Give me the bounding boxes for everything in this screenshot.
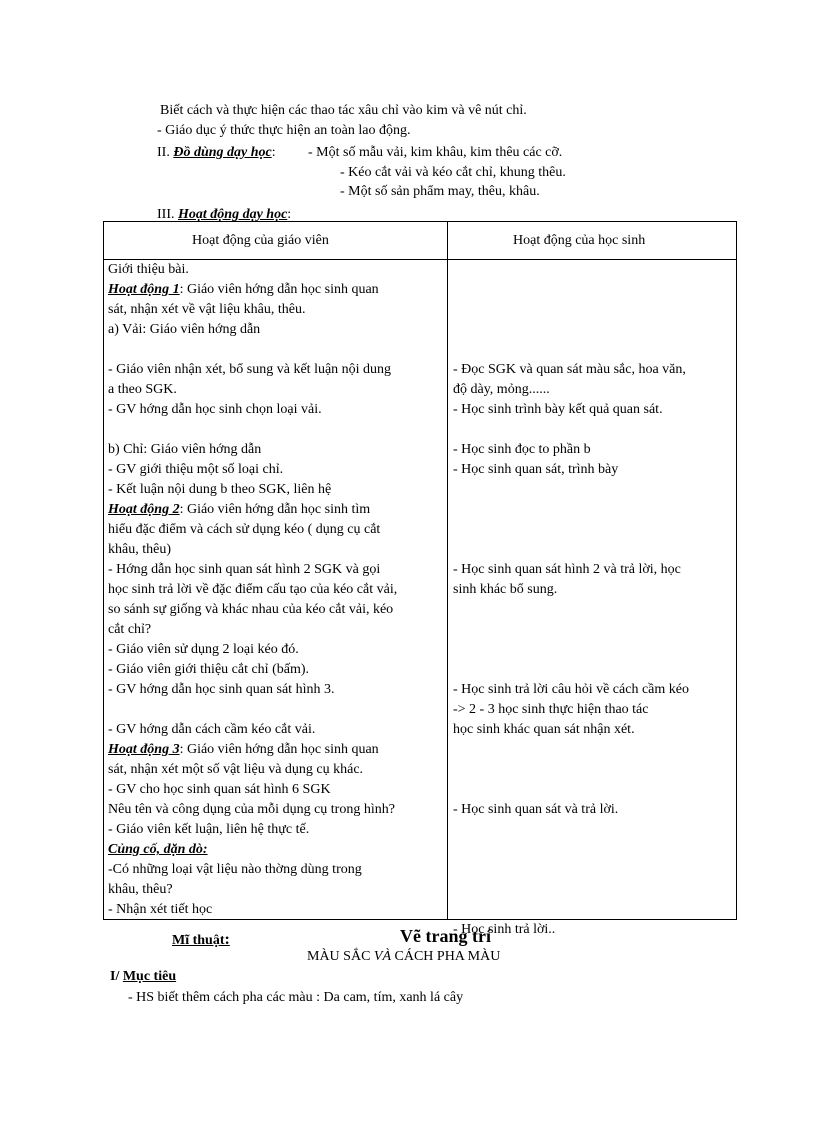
subject-name: Mĩ thuật xyxy=(172,933,225,948)
student-line: sinh khác bổ sung. xyxy=(453,582,558,597)
teacher-line-text: - Giáo viên sử dụng 2 loại kéo đó. xyxy=(108,642,299,657)
section-3-title: Hoạt động dạy học xyxy=(178,207,288,222)
teacher-line-text: - Nhận xét tiết học xyxy=(108,902,213,917)
student-line: - Học sinh trả lời.. xyxy=(453,922,556,937)
student-line: - Học sinh trình bày kết quả quan sát. xyxy=(453,402,663,417)
teacher-line xyxy=(108,300,446,320)
student-line xyxy=(453,280,735,300)
teacher-line xyxy=(108,740,446,760)
teacher-line-text: sát, nhận xét một số vật liệu và dụng cụ khác. xyxy=(108,762,364,777)
teacher-line xyxy=(108,860,446,880)
lesson-title-part-1: MÀU SẮC xyxy=(307,949,374,964)
teacher-line-text: - GV cho học sinh quan sát hình 6 SGK xyxy=(108,782,331,797)
student-line xyxy=(453,840,735,860)
table-column-divider xyxy=(447,222,448,919)
student-line xyxy=(453,880,735,900)
section-2-colon: : xyxy=(271,145,276,160)
teacher-line xyxy=(108,900,446,920)
student-line: - Học sinh đọc to phần b xyxy=(453,442,591,457)
section-3-number: III. xyxy=(157,207,175,222)
teacher-line-text: - GV hớng dẫn học sinh chọn loại vải. xyxy=(108,402,322,417)
student-line xyxy=(453,500,735,520)
section-2-number: II. xyxy=(157,145,170,160)
student-line xyxy=(453,480,735,500)
teacher-line-text: - Kết luận nội dung b theo SGK, liên hệ xyxy=(108,482,332,497)
teacher-line-text: : Giáo viên hớng dẫn học sinh quan xyxy=(179,282,379,297)
student-line: độ dày, mỏng...... xyxy=(453,382,550,397)
student-line xyxy=(453,620,735,640)
student-line xyxy=(453,820,735,840)
teacher-line-text: : Giáo viên hớng dẫn học sinh quan xyxy=(179,742,379,757)
objective-number: I/ xyxy=(110,969,120,984)
student-line: - Học sinh quan sát hình 2 và trả lời, học xyxy=(453,562,681,577)
activity-heading: Hoạt động 1 xyxy=(108,282,180,297)
student-line xyxy=(453,780,735,800)
lesson-title xyxy=(307,947,500,967)
subject-label xyxy=(172,930,230,951)
teacher-line-text: Giới thiệu bài. xyxy=(108,262,189,277)
student-line xyxy=(453,540,735,560)
teacher-line-text: Nêu tên và công dụng của mỗi dụng cụ trong hình? xyxy=(108,802,395,817)
teacher-line xyxy=(108,780,446,800)
teacher-line xyxy=(108,540,446,560)
teacher-line-text: - GV hớng dẫn học sinh quan sát hình 3. xyxy=(108,682,335,697)
teacher-line xyxy=(108,820,446,840)
lesson-title-part-2: VÀ xyxy=(373,949,392,964)
student-line xyxy=(453,860,735,880)
teacher-line-text: - Giáo viên kết luận, liên hệ thực tế. xyxy=(108,822,310,837)
objective-line-2: - Giáo dục ý thức thực hiện an toàn lao động. xyxy=(157,123,411,138)
teacher-line-text: - Giáo viên giới thiệu cắt chỉ (bấm). xyxy=(108,662,310,677)
teacher-line xyxy=(108,520,446,540)
teacher-line xyxy=(108,460,446,480)
teacher-line-text: sát, nhận xét về vật liệu khâu, thêu. xyxy=(108,302,306,317)
teacher-line xyxy=(108,440,446,460)
student-activities-column xyxy=(453,260,735,940)
teacher-line-text: - GV giới thiệu một số loại chỉ. xyxy=(108,462,284,477)
teacher-line xyxy=(108,620,446,640)
teacher-line xyxy=(108,260,446,280)
student-line xyxy=(453,640,735,660)
student-line xyxy=(453,340,735,360)
teacher-line xyxy=(108,480,446,500)
teacher-line-text: khâu, thêu) xyxy=(108,542,171,557)
activity-heading: Hoạt động 2 xyxy=(108,502,180,517)
teacher-line xyxy=(108,580,446,600)
teacher-line-text: a) Vải: Giáo viên hớng dẫn xyxy=(108,322,261,337)
topic-title: Vẽ trang trí xyxy=(400,926,491,946)
section-2-title: Đồ dùng dạy học xyxy=(173,145,272,160)
teacher-line xyxy=(108,400,446,420)
objective-title: Mục tiêu xyxy=(122,969,177,984)
teacher-line-text: : Giáo viên hớng dẫn học sinh tìm xyxy=(179,502,371,517)
student-line xyxy=(453,320,735,340)
teacher-line xyxy=(108,680,446,700)
teacher-line-text: - GV hớng dẫn cách cầm kéo cắt vải. xyxy=(108,722,316,737)
teacher-line-text: hiểu đặc điểm và cách sử dụng kéo ( dụng cụ cắt xyxy=(108,522,381,537)
student-line: học sinh khác quan sát nhận xét. xyxy=(453,722,635,737)
teacher-line xyxy=(108,760,446,780)
teacher-line-text: so sánh sự giống và khác nhau của kéo cắt vải, kéo xyxy=(108,602,394,617)
activity-heading: Củng cố, dặn dò: xyxy=(108,842,208,857)
teacher-line-text: a theo SGK. xyxy=(108,382,177,397)
teacher-line xyxy=(108,560,446,580)
teacher-activities-column xyxy=(108,260,446,920)
teacher-line xyxy=(108,880,446,900)
teacher-line xyxy=(108,840,446,860)
student-line: - Học sinh quan sát và trả lời. xyxy=(453,802,619,817)
teacher-line xyxy=(108,600,446,620)
teacher-line-text: cắt chỉ? xyxy=(108,622,152,637)
teacher-line-text: khâu, thêu? xyxy=(108,882,173,897)
teacher-line xyxy=(108,800,446,820)
objective-line-1: Biết cách và thực hiện các thao tác xâu chỉ vào kim và vê nút chỉ. xyxy=(160,103,527,118)
header-student-activities: Hoạt động của học sinh xyxy=(513,233,646,248)
teacher-line xyxy=(108,340,446,360)
student-line xyxy=(453,760,735,780)
teacher-line xyxy=(108,660,446,680)
student-line xyxy=(453,900,735,920)
materials-item-2: - Kéo cắt vải và kéo cắt chỉ, khung thêu. xyxy=(340,165,566,180)
student-line xyxy=(453,300,735,320)
student-line: - Học sinh quan sát, trình bày xyxy=(453,462,619,477)
objective-heading xyxy=(110,967,176,987)
student-line: -> 2 - 3 học sinh thực hiện thao tác xyxy=(453,702,649,717)
student-line xyxy=(453,740,735,760)
materials-item-3: - Một số sản phẩm may, thêu, khâu. xyxy=(340,184,540,199)
objective-item-1: - HS biết thêm cách pha các màu : Da cam, tím, xanh lá cây xyxy=(128,990,464,1005)
student-line xyxy=(453,660,735,680)
student-line xyxy=(453,420,735,440)
student-line: - Đọc SGK và quan sát màu sắc, hoa văn, xyxy=(453,362,686,377)
teacher-line xyxy=(108,500,446,520)
section-3-colon: : xyxy=(287,207,292,222)
teacher-line-text: học sinh trả lời về đặc điểm cấu tạo của kéo cắt vải, xyxy=(108,582,398,597)
teacher-line xyxy=(108,360,446,380)
teacher-line xyxy=(108,420,446,440)
section-2-heading xyxy=(157,143,276,163)
teacher-line xyxy=(108,320,446,340)
teacher-line-text: b) Chỉ: Giáo viên hớng dẫn xyxy=(108,442,262,457)
teacher-line-text: - Giáo viên nhận xét, bổ sung và kết luận nội dung xyxy=(108,362,392,377)
student-line xyxy=(453,600,735,620)
materials-item-1: - Một số mẫu vải, kim khâu, kim thêu các cỡ. xyxy=(308,145,563,160)
teacher-line xyxy=(108,720,446,740)
activity-heading: Hoạt động 3 xyxy=(108,742,180,757)
student-line: - Học sinh trả lời câu hỏi về cách cầm kéo xyxy=(453,682,689,697)
teacher-line xyxy=(108,700,446,720)
teacher-line-text: - Hớng dẫn học sinh quan sát hình 2 SGK và gọi xyxy=(108,562,381,577)
student-line xyxy=(453,260,735,280)
teacher-line xyxy=(108,640,446,660)
header-teacher-activities: Hoạt động của giáo viên xyxy=(192,233,329,248)
teacher-line xyxy=(108,280,446,300)
lesson-title-part-3: CÁCH PHA MÀU xyxy=(391,949,501,964)
student-line xyxy=(453,520,735,540)
teacher-line-text: -Có những loại vật liệu nào thờng dùng trong xyxy=(108,862,362,877)
teacher-line xyxy=(108,380,446,400)
subject-colon: : xyxy=(224,931,230,948)
